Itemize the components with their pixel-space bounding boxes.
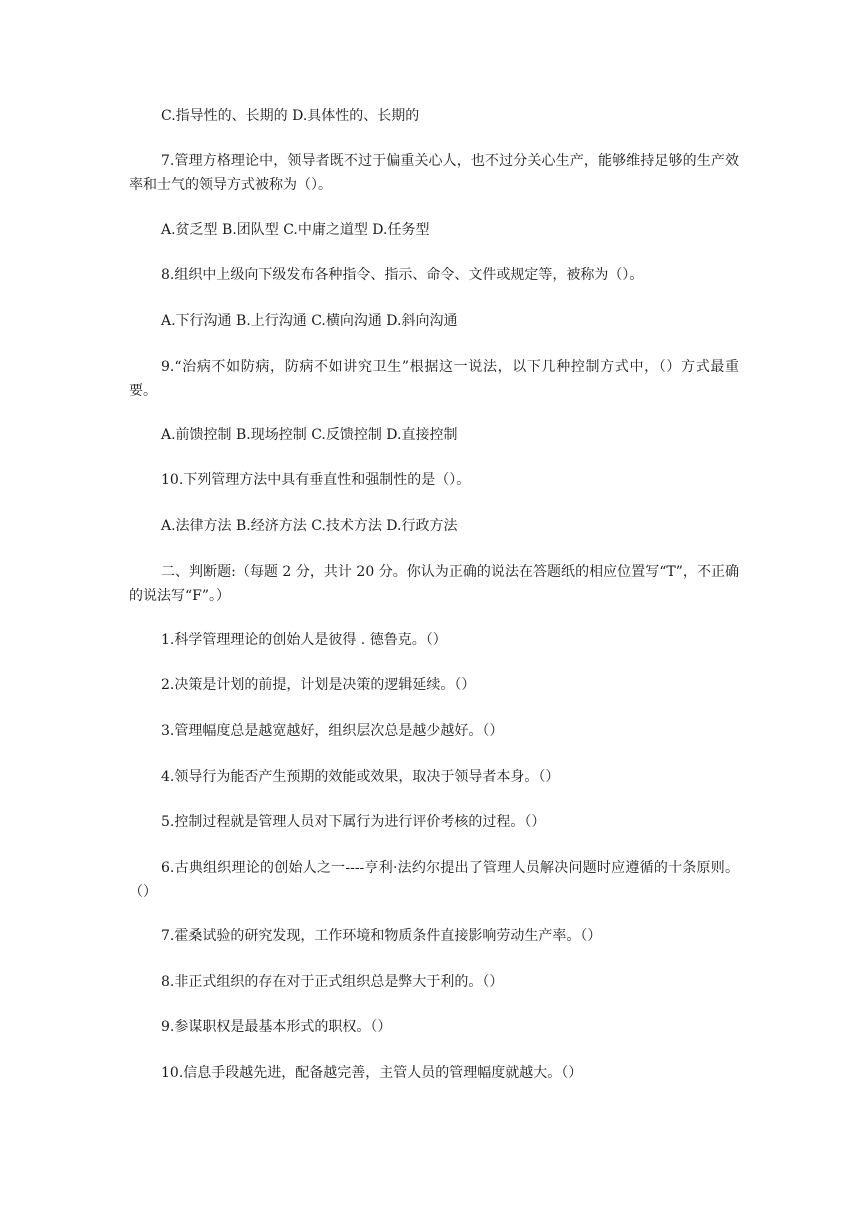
paragraph-option-line-c-d: C.指导性的、长期的 D.具体性的、长期的: [161, 108, 420, 124]
paragraph-options-10: A.法律方法 B.经济方法 C.技术方法 D.行政方法: [161, 518, 458, 534]
paragraph-judgment-8: 8.非正式组织的存在对于正式组织总是弊大于利的。（）: [161, 974, 504, 990]
paragraph-options-7: A.贫乏型 B.团队型 C.中庸之道型 D.任务型: [161, 222, 430, 238]
paragraph-judgment-2: 2.决策是计划的前提，计划是决策的逻辑延续。（）: [161, 677, 476, 693]
paragraph-question-7: 7.管理方格理论中，领导者既不过于偏重关心人，也不过分关心生产，能够维持足够的生产效率和士气的领导方式被称为（）。: [129, 153, 739, 193]
paragraph-judgment-7: 7.霍桑试验的研究发现，工作环境和物质条件直接影响劳动生产率。（）: [161, 928, 602, 944]
paragraph-question-8: 8.组织中上级向下级发布各种指令、指示、命令、文件或规定等，被称为（）。: [161, 267, 644, 283]
paragraph-question-9: 9.“治病不如防病，防病不如讲究卫生”根据这一说法，以下几种控制方式中，（）方式最重要。: [129, 359, 739, 399]
paragraph-judgment-9: 9.参谋职权是最基本形式的职权。（）: [161, 1019, 392, 1035]
paragraph-options-8: A.下行沟通 B.上行沟通 C.横向沟通 D.斜向沟通: [161, 313, 458, 329]
paragraph-judgment-4: 4.领导行为能否产生预期的效能或效果，取决于领导者本身。（）: [161, 769, 560, 785]
paragraph-judgment-1: 1.科学管理理论的创始人是彼得 . 德鲁克。（）: [161, 632, 447, 648]
paragraph-judgment-6: 6.古典组织理论的创始人之一----亨利·法约尔提出了管理人员解决问题时应遵循的十条原则。（）: [129, 860, 739, 900]
section-heading-true-false: 二、判断题:（每题 2 分，共计 20 分。你认为正确的说法在答题纸的相应位置写“T”，不正确的说法写“F”。）: [129, 564, 739, 604]
paragraph-judgment-10: 10.信息手段越先进，配备越完善，主管人员的管理幅度就越大。（）: [161, 1065, 583, 1081]
paragraph-options-9: A.前馈控制 B.现场控制 C.反馈控制 D.直接控制: [161, 427, 458, 443]
paragraph-question-10: 10.下列管理方法中具有垂直性和强制性的是（）。: [161, 472, 471, 488]
paragraph-judgment-3: 3.管理幅度总是越宽越好，组织层次总是越少越好。（）: [161, 723, 504, 739]
paragraph-judgment-5: 5.控制过程就是管理人员对下属行为进行评价考核的过程。（）: [161, 814, 546, 830]
